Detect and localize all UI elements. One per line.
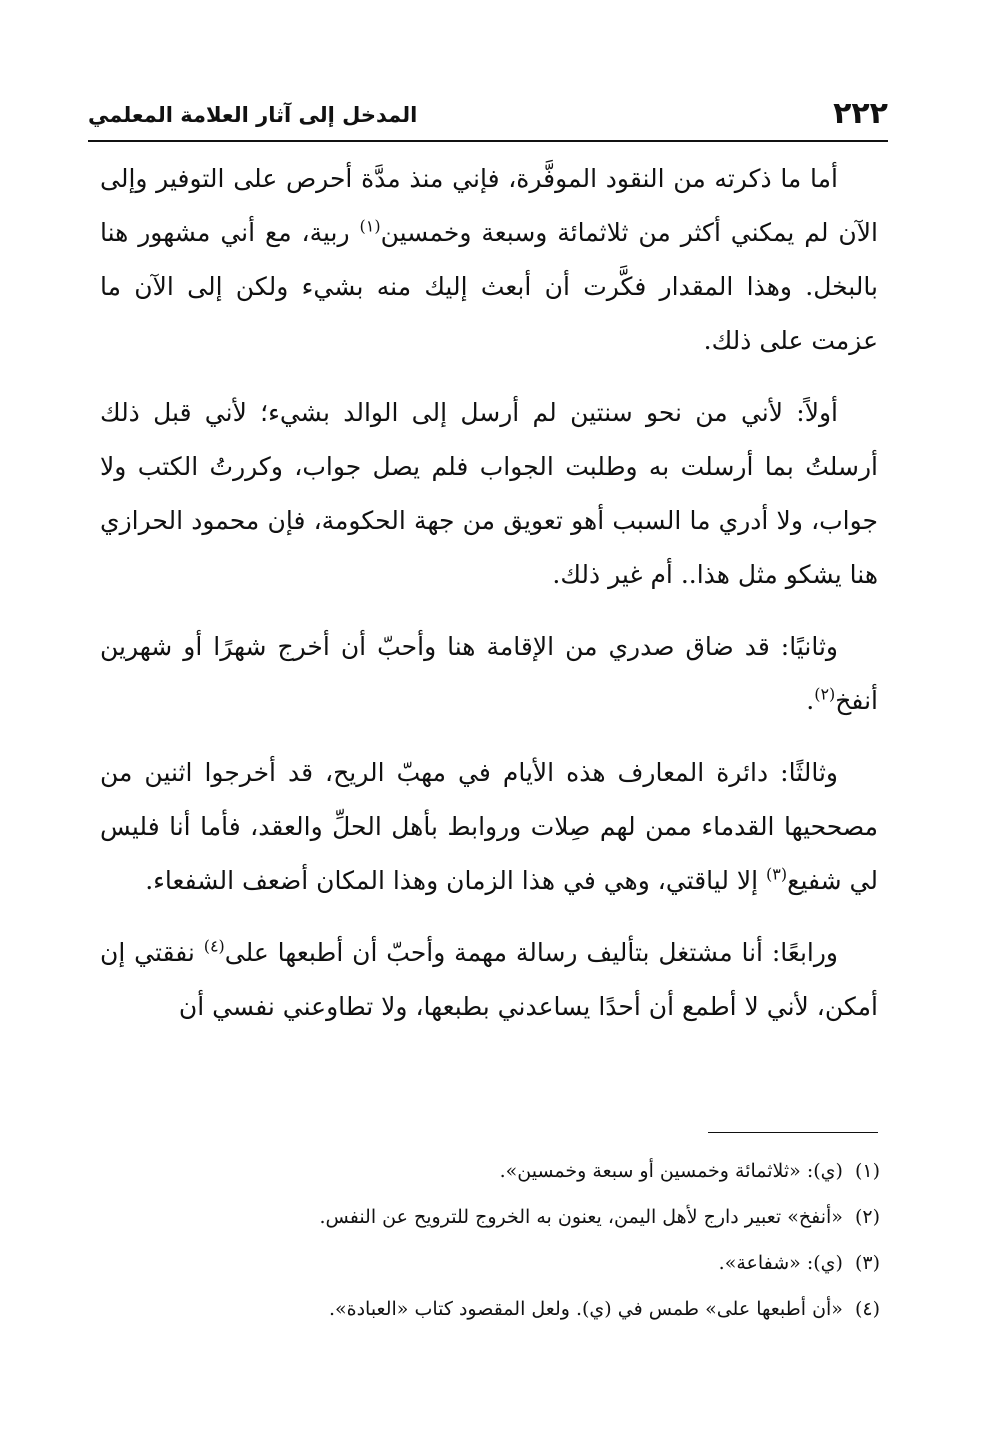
footnote-ref-1: (١) xyxy=(359,216,381,236)
paragraph-4-text-a: وثالثًا: دائرة المعارف هذه الأيام في مهبّ الريح، قد أخرجوا اثنين من مصححيها القدماء ممن لهم صِلات وروابط بأهل الحلِّ والعقد، فأما أنا فليس لي شفيع xyxy=(100,758,878,895)
main-text xyxy=(100,152,878,1052)
header-rule xyxy=(88,140,888,142)
footnote-1 xyxy=(150,1148,880,1194)
paragraph-5-text-a: ورابعًا: أنا مشتغل بتأليف رسالة مهمة وأحبّ أن أطبعها على xyxy=(224,938,838,967)
paragraph-5 xyxy=(100,926,878,1034)
footnote-ref-4: (٤) xyxy=(203,936,225,956)
footnotes xyxy=(150,1148,880,1332)
footnote-ref-2: (٢) xyxy=(814,684,836,704)
paragraph-2-text: أولاً: لأني من نحو سنتين لم أرسل إلى الوالد بشيء؛ لأني قبل ذلك أرسلتُ بما أرسلت به وطلبت الجواب فلم يصل جواب، وكررتُ الكتب ولا جواب، ولا أدري ما السبب أهو تعويق من جهة الحكومة، فإن محمود الحرازي هنا يشكو مثل هذا.. أم غير ذلك. xyxy=(100,398,878,589)
paragraph-2 xyxy=(100,386,878,602)
footnote-text: «أنفخ» تعبير دارج لأهل اليمن، يعنون به الخروج للترويح عن النفس. xyxy=(319,1206,843,1228)
footnote-ref-3: (٣) xyxy=(766,864,788,884)
paragraph-1-text-b: ربية، مع أني مشهور هنا بالبخل. وهذا المقدار فكَّرت أن أبعث إليك منه بشيء ولكن إلى الآن ما عزمت على ذلك. xyxy=(100,218,878,355)
paragraph-3-text-a: وثانيًا: قد ضاق صدري من الإقامة هنا وأحبّ أن أخرج شهرًا أو شهرين أنفخ xyxy=(100,632,878,715)
footnote-number: (٤) xyxy=(854,1298,880,1320)
footnote-number: (٢) xyxy=(854,1206,880,1228)
page-number: ٢٢٢ xyxy=(833,96,888,131)
paragraph-3 xyxy=(100,620,878,728)
running-title: المدخل إلى آثار العلامة المعلمي xyxy=(88,103,418,127)
paragraph-1-text-a: أما ما ذكرته من النقود الموفَّرة، فإني منذ مدَّة أحرص على التوفير وإلى الآن لم يمكني أكثر من ثلاثمائة وسبعة وخمسين xyxy=(100,164,878,247)
footnote-4 xyxy=(150,1286,880,1332)
paragraph-4 xyxy=(100,746,878,908)
footnote-text: (ي): «شفاعة». xyxy=(718,1252,843,1274)
footnote-number: (١) xyxy=(854,1160,880,1182)
footnote-number: (٣) xyxy=(854,1252,880,1274)
footnote-2 xyxy=(150,1194,880,1240)
paragraph-1 xyxy=(100,152,878,368)
paragraph-4-text-b: إلا لياقتي، وهي في هذا الزمان وهذا المكان أضعف الشفعاء. xyxy=(145,866,759,895)
footnote-text: «أن أطبعها على» طمس في (ي). ولعل المقصود كتاب «العبادة». xyxy=(328,1298,843,1320)
footnote-text: (ي): «ثلاثمائة وخمسين أو سبعة وخمسين». xyxy=(499,1160,843,1182)
paragraph-3-text-b: . xyxy=(806,686,815,715)
footnote-separator xyxy=(708,1132,878,1133)
page-header xyxy=(88,96,888,136)
footnote-3 xyxy=(150,1240,880,1286)
paragraph-5-text-b: نفقتي إن أمكن، لأني لا أطمع أن أحدًا يساعدني بطبعها، ولا تطاوعني نفسي أن xyxy=(100,938,878,1021)
